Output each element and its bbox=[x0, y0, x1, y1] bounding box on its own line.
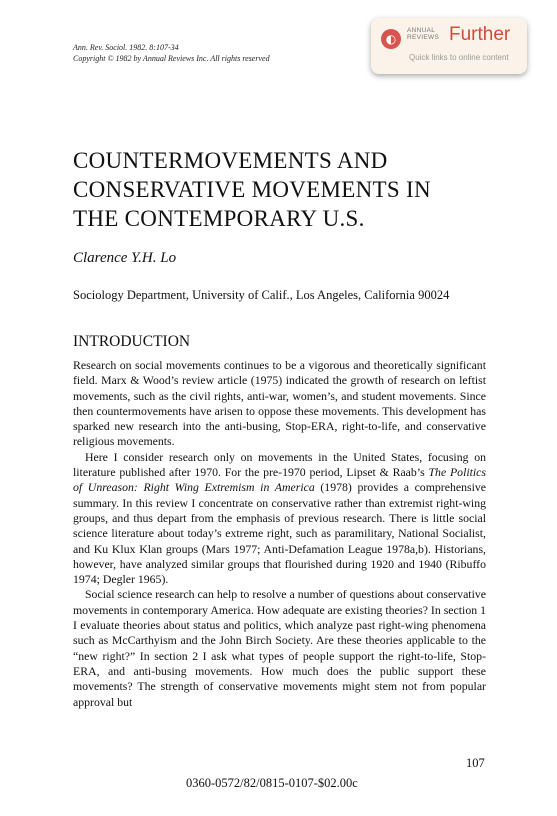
paragraph bbox=[73, 450, 486, 588]
title-line: THE CONTEMPORARY U.S. bbox=[73, 206, 365, 231]
further-links-badge[interactable] bbox=[371, 18, 527, 74]
paragraph: Research on social movements continues to be a vigorous and theoretically significant field. Marx & Wood’s review article (1975) indicated the growth of research on leftist movements, such as the civil rights, anti-war, women’s, and student movements. Since then countermovements have arisen to oppose these movements. This development has sparked new research into the anti-busing, Stop-ERA, right-to-life, and conservative religious movements. bbox=[73, 358, 486, 449]
article-code: 0360-0572/82/0815-0107-$02.00c bbox=[186, 776, 358, 790]
author-name: Clarence Y.H. Lo bbox=[73, 250, 177, 266]
book-title: The Politics of Unreason: Right Wing Extremism in America bbox=[73, 465, 487, 495]
publisher-name: ANNUAL REVIEWS bbox=[407, 27, 440, 41]
further-subtitle: Quick links to online content bbox=[409, 53, 509, 62]
section-heading: INTRODUCTION bbox=[73, 333, 191, 350]
further-label: Further bbox=[449, 24, 511, 45]
body-text bbox=[73, 358, 486, 710]
journal-citation bbox=[73, 42, 270, 64]
citation-journal-line: Ann. Rev. Sociol. 1982. 8:107-34 bbox=[73, 43, 179, 52]
citation-copyright-line: Copyright © 1982 by Annual Reviews Inc. All rights reserved bbox=[73, 54, 270, 63]
paragraph-text: (1978) provides a comprehensive summary. In this review I concentrate on conservative rather than extremist right-wing groups, and thus depart from the emphasis of previous research. There is little social science literature about today’s extreme right, such as paramilitary, National Socialist, and Ku Klux Klan groups (Mars 1977; Anti-Defamation League 1978a,b). Historians, however, have analyzed similar groups that flourished during 1920 and 1940 (Ribuffo 1974; Degler 1965). bbox=[73, 480, 486, 587]
paragraph-text: Here I consider research only on movements in the United States, focusing on literature published after 1970. For the pre-1970 period, Lipset & Raab’s bbox=[73, 449, 486, 480]
article-title bbox=[73, 146, 513, 233]
title-line: CONSERVATIVE MOVEMENTS IN bbox=[73, 177, 431, 202]
title-line: COUNTERMOVEMENTS AND bbox=[73, 148, 388, 173]
author-affiliation: Sociology Department, University of Calif., Los Angeles, California 90024 bbox=[73, 288, 450, 302]
paragraph: Social science research can help to resolve a number of questions about conservative movements in contemporary America. How adequate are existing theories? In section 1 I evaluate theories about status and politics, which analyze past right-wing phenomena such as McCarthyism and the John Birch Society. Are these theories applicable to the “new right?” In section 2 I ask what types of people support the right-to-life, Stop-ERA, and anti-busing movements. How much does the public support these movements? The strength of conservative movements might stem not from popular approval but bbox=[73, 587, 486, 709]
annual-reviews-logo-icon: ◐ bbox=[381, 29, 401, 49]
page-number: 107 bbox=[466, 756, 485, 770]
